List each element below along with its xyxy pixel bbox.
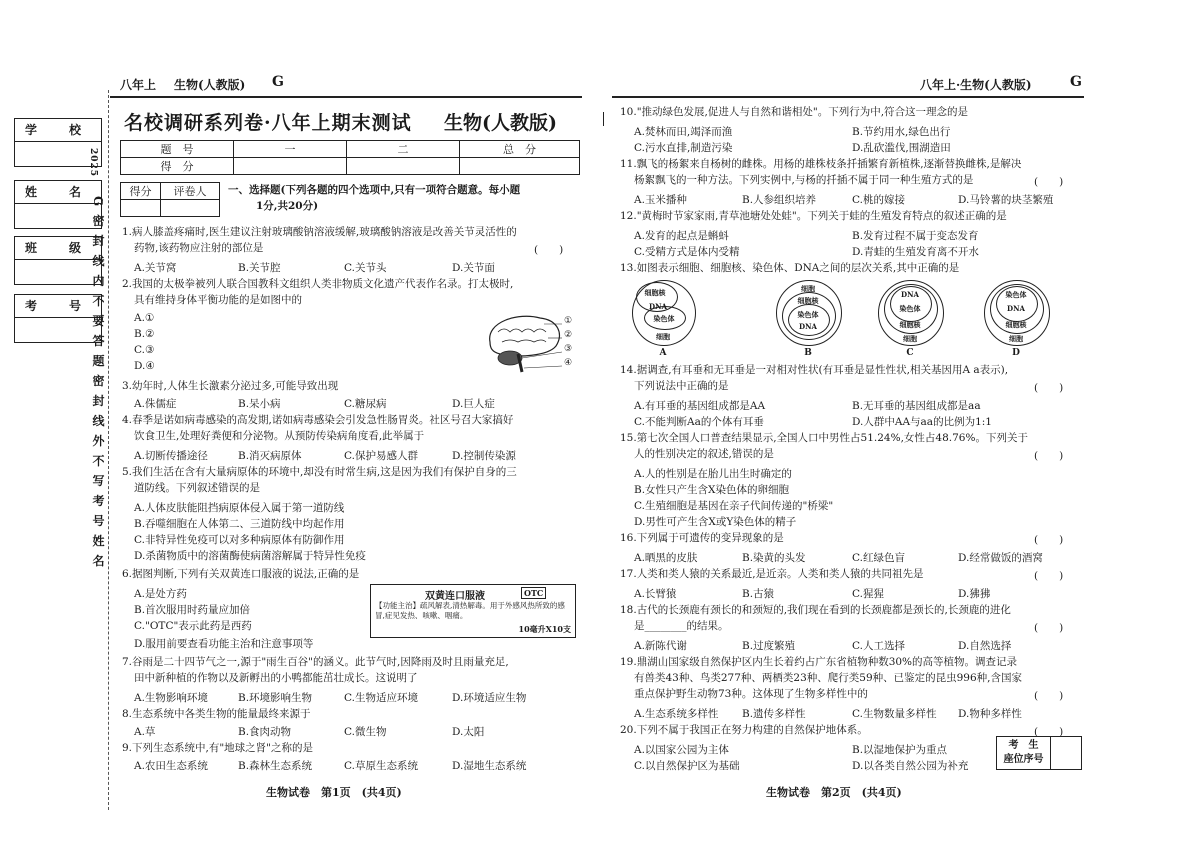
q17-option-a[interactable]: A.长臂猿 xyxy=(634,588,677,600)
q15-option-b[interactable]: B.女性只产生含X染色体的卵细胞 xyxy=(634,484,790,496)
q13-letter-a: A xyxy=(659,348,667,358)
q2-stem-l1: 2.我国的太极拳被列人联合国教科文组织人类非物质文化遗产代表作名录。打太极时, xyxy=(122,278,514,290)
q13-c-l3: 细胞核 xyxy=(899,320,921,329)
q9-option-c[interactable]: C.草原生态系统 xyxy=(344,760,418,772)
q11-stem-l2: 杨絮飘飞的一种方法。下列实例中,与杨的扦插不属于同一种生殖方式的是 xyxy=(634,174,974,186)
q18-option-a[interactable]: A.新陈代谢 xyxy=(634,640,687,652)
q5-option-d[interactable]: D.杀菌物质中的溶菌酶使病菌溶解属于特异性免疫 xyxy=(134,550,366,562)
q9-option-a[interactable]: A.农田生态系统 xyxy=(134,760,208,772)
side-seal-text: G密封线内不要答题密封线外不写考号姓名 xyxy=(91,196,105,575)
q1-stem-l1: 1.病人膝盖疼痛时,医生建议注射玻璃酸钠溶液缓解,玻璃酸钠溶液是改善关节灵活性的 xyxy=(122,226,517,238)
score-cell-2[interactable] xyxy=(347,158,460,175)
q18-answer-slot[interactable]: ( ) xyxy=(1034,622,1064,634)
q16-option-d[interactable]: D.经常做饭的酒窝 xyxy=(958,552,1043,564)
left-footer: 生物试卷 第1页 (共4页) xyxy=(266,786,402,799)
side-field-name[interactable] xyxy=(14,180,102,229)
seat-number-input[interactable] xyxy=(1053,737,1079,769)
q5-stem-l2: 道防线。下列叙述错误的是 xyxy=(134,482,260,494)
q19-option-b[interactable]: B.遗传多样性 xyxy=(742,708,806,720)
side-field-school-label: 学 校 xyxy=(15,119,101,142)
q13-letter-c: C xyxy=(906,348,914,358)
q16-answer-slot[interactable]: ( ) xyxy=(1034,534,1064,546)
grader-table xyxy=(120,182,220,217)
q7-option-b[interactable]: B.环境影响生物 xyxy=(238,692,313,704)
medicine-label xyxy=(370,584,576,638)
grader-reviewer-label: 评卷人 xyxy=(160,183,219,200)
medicine-label-text: 【功能主治】疏风解表,清热解毒。用于外感风热所致的感冒,症见发热、咳嗽、咽痛。 xyxy=(375,601,565,620)
q18-stem-l2: 是________的结果。 xyxy=(634,620,729,632)
q4-option-d[interactable]: D.控制传染源 xyxy=(452,450,516,462)
q20-stem: 20.下列不属于我国正在努力构建的自然保护地体系。 xyxy=(620,724,868,736)
q18-option-d[interactable]: D.自然选择 xyxy=(958,640,1012,652)
q12-option-a[interactable]: A.发育的起点是蝌蚪 xyxy=(634,230,729,242)
q5-option-a[interactable]: A.人体皮肤能阻挡病原体侵入属于第一道防线 xyxy=(134,502,345,514)
grader-score-label: 得分 xyxy=(121,183,161,200)
q3-stem: 3.幼年时,人体生长激素分泌过多,可能导致出现 xyxy=(122,380,339,392)
q11-option-a[interactable]: A.玉米播种 xyxy=(634,194,687,206)
q15-answer-slot[interactable]: ( ) xyxy=(1034,450,1064,462)
q6-stem: 6.据图判断,下列有关双黄连口服液的说法,正确的是 xyxy=(122,568,360,580)
q13-a-l3: 染色体 xyxy=(653,314,675,323)
q11-stem-l1: 11.飘飞的杨絮来自杨树的雌株。用杨的雄株枝条扦插繁育新植株,逐渐替换雌株,是解决 xyxy=(620,158,1022,170)
q4-option-a[interactable]: A.切断传播途径 xyxy=(134,450,208,462)
q16-option-c[interactable]: C.红绿色盲 xyxy=(852,552,905,564)
q13-c-l2: 染色体 xyxy=(899,304,921,313)
q13-d-l4: 细胞 xyxy=(1009,334,1023,343)
q19-answer-slot[interactable]: ( ) xyxy=(1034,690,1064,702)
fig-label-1: ① xyxy=(564,316,573,326)
q12-option-c[interactable]: C.受精方式是体内受精 xyxy=(634,246,740,258)
side-field-exam-no[interactable] xyxy=(14,294,102,343)
left-header-grade: 八年上 xyxy=(120,78,157,92)
grader-reviewer-cell[interactable] xyxy=(160,200,219,217)
left-header-subject: 生物(人教版) xyxy=(174,78,246,92)
q2-stem-l2: 具有维持身体平衡功能的是如图中的 xyxy=(134,294,302,306)
q2-option-c[interactable]: C.③ xyxy=(134,344,155,356)
q8-option-d[interactable]: D.太阳 xyxy=(452,726,485,738)
q1-option-a[interactable]: A.关节窝 xyxy=(134,262,177,274)
q20-option-c[interactable]: C.以自然保护区为基础 xyxy=(634,760,740,772)
fig-label-2: ② xyxy=(564,330,573,340)
q2-option-b[interactable]: B.② xyxy=(134,328,155,340)
q5-option-c[interactable]: C.非特异性免疫可以对多种病原体有防御作用 xyxy=(134,534,345,546)
q1-option-d[interactable]: D.关节面 xyxy=(452,262,495,274)
q14-stem-l1: 14.据调查,有耳垂和无耳垂是一对相对性状(有耳垂是显性性状,相关基因用A a表示), xyxy=(620,364,1009,376)
grader-score-cell[interactable] xyxy=(121,200,161,217)
q3-option-a[interactable]: A.侏儒症 xyxy=(134,398,177,410)
score-th-1: 一 xyxy=(234,141,347,158)
q14-option-b[interactable]: B.无耳垂的基因组成都是aa xyxy=(852,400,981,412)
q4-stem-l1: 4.春季是诺如病毒感染的高发期,诺如病毒感染会引发急性肠胃炎。社区号召大家搞好 xyxy=(122,414,514,426)
q2-option-a[interactable]: A.① xyxy=(134,312,155,324)
medicine-label-title: 双黄连口服液 xyxy=(425,591,485,602)
q13-b-l1: 细胞 xyxy=(801,284,815,293)
q7-option-d[interactable]: D.环境适应生物 xyxy=(452,692,527,704)
score-cell-1[interactable] xyxy=(234,158,347,175)
q13-b-l4: DNA xyxy=(799,322,817,331)
q2-option-d[interactable]: D.④ xyxy=(134,360,155,372)
q1-option-b[interactable]: B.关节腔 xyxy=(238,262,281,274)
q19-stem-l3: 重点保护野生动物73种。这体现了生物多样性中的 xyxy=(634,688,868,700)
q14-option-c[interactable]: C.不能判断Aa的个体有耳垂 xyxy=(634,416,764,428)
q9-option-b[interactable]: B.森林生态系统 xyxy=(238,760,313,772)
q10-option-c[interactable]: C.污水直排,制造污染 xyxy=(634,142,733,154)
right-header: 八年上·生物(人教版) xyxy=(920,78,1032,92)
q7-option-a[interactable]: A.生物影响环境 xyxy=(134,692,208,704)
score-cell-total[interactable] xyxy=(460,158,580,175)
q19-option-d[interactable]: D.物种多样性 xyxy=(958,708,1022,720)
q15-option-c[interactable]: C.生殖细胞是基因在亲子代间传递的"桥梁" xyxy=(634,500,834,512)
q13-c-l1: DNA xyxy=(901,290,919,299)
side-year: 2025 xyxy=(88,148,98,178)
right-header-rule xyxy=(612,96,1084,98)
q7-stem-l1: 7.谷雨是二十四节气之一,源于"雨生百谷"的涵义。此节气时,因降雨及时且雨量充足, xyxy=(122,656,509,668)
q20-option-a[interactable]: A.以国家公园为主体 xyxy=(634,744,729,756)
q6-option-d[interactable]: D.服用前要查看功能主治和注意事项等 xyxy=(134,638,314,650)
q3-option-c[interactable]: C.糖尿病 xyxy=(344,398,387,410)
seat-label-l2: 座位序号 xyxy=(1003,754,1044,765)
q7-stem-l2: 田中新种植的作物以及新孵出的小鸭都能茁壮成长。这说明了 xyxy=(134,672,418,684)
medicine-label-spec: 10毫升X10支 xyxy=(518,624,571,634)
q16-stem: 16.下列属于可遗传的变异现象的是 xyxy=(620,532,784,544)
q12-stem: 12."黄梅时节家家雨,青草池塘处处蛙"。下列关于蛙的生殖发育特点的叙述正确的是 xyxy=(620,210,1007,222)
q8-stem: 8.生态系统中各类生物的能量最终来源于 xyxy=(122,708,311,720)
q4-option-c[interactable]: C.保护易感人群 xyxy=(344,450,418,462)
q13-letter-b: B xyxy=(804,348,812,358)
side-field-class-label: 班 级 xyxy=(15,237,101,260)
exam-title-subject: 生物(人教版) xyxy=(444,112,557,134)
q19-option-a[interactable]: A.生态系统多样性 xyxy=(634,708,719,720)
q17-option-d[interactable]: D.狒狒 xyxy=(958,588,991,600)
q6-option-b[interactable]: B.首次服用时药量应加倍 xyxy=(134,604,251,616)
q18-option-c[interactable]: C.人工选择 xyxy=(852,640,905,652)
exam-title: 名校调研系列卷·八年上期末测试 xyxy=(124,112,412,134)
left-header-letter: G xyxy=(272,74,284,90)
q8-option-b[interactable]: B.食肉动物 xyxy=(238,726,292,738)
q8-option-c[interactable]: C.微生物 xyxy=(344,726,387,738)
score-th-2: 二 xyxy=(347,141,460,158)
q15-stem-l1: 15.第七次全国人口普查结果显示,全国人口中男性占51.24%,女性占48.76%。下列关于 xyxy=(620,432,1028,444)
q13-d-l2: DNA xyxy=(1007,304,1025,313)
q13-a-l4: 细胞 xyxy=(656,332,670,341)
q13-a-l1: 细胞核 xyxy=(644,288,666,297)
section-title-line1: 一、选择题(下列各题的四个选项中,只有一项符合题意。每小题 xyxy=(228,184,521,196)
q14-option-d[interactable]: D.人群中AA与aa的比例为1:1 xyxy=(852,416,992,428)
q19-option-c[interactable]: C.生物数量多样性 xyxy=(852,708,937,720)
q4-stem-l2: 饮食卫生,处理好粪便和分泌物。从预防传染病角度看,此举属于 xyxy=(134,430,425,442)
q13-figure xyxy=(632,276,1072,364)
q13-d-l1: 染色体 xyxy=(1005,290,1027,299)
q8-option-a[interactable]: A.草 xyxy=(134,726,156,738)
q12-option-d[interactable]: D.青蛙的生殖发育离不开水 xyxy=(852,246,979,258)
page-divider-mark xyxy=(603,112,604,126)
side-field-name-label: 姓 名 xyxy=(15,181,101,204)
q19-stem-l2: 有兽类43种、鸟类277种、两栖类23种、爬行类59种、已鉴定的昆虫996种,含国家 xyxy=(634,672,1023,684)
q11-answer-slot[interactable]: ( ) xyxy=(1034,176,1064,188)
right-header-letter: G xyxy=(1070,74,1082,90)
seat-number-box xyxy=(996,736,1082,770)
q13-b-l3: 染色体 xyxy=(797,310,819,319)
q10-option-b[interactable]: B.节约用水,绿色出行 xyxy=(852,126,951,138)
q16-option-b[interactable]: B.染黄的头发 xyxy=(742,552,806,564)
otc-badge: OTC xyxy=(521,587,546,599)
q17-stem: 17.人类和类人猿的关系最近,是近亲。人类和类人猿的共同祖先是 xyxy=(620,568,924,580)
q7-option-c[interactable]: C.生物适应环境 xyxy=(344,692,418,704)
q14-option-a[interactable]: A.有耳垂的基因组成都是AA xyxy=(634,400,766,412)
q13-letter-d: D xyxy=(1012,348,1020,358)
q4-option-b[interactable]: B.消灭病原体 xyxy=(238,450,302,462)
q14-answer-slot[interactable]: ( ) xyxy=(1034,382,1064,394)
q13-c-l4: 细胞 xyxy=(903,334,917,343)
q5-stem-l1: 5.我们生活在含有大量病原体的环境中,却没有时常生病,这是因为我们有保护自身的三 xyxy=(122,466,517,478)
q13-stem: 13.如图表示细胞、细胞核、染色体、DNA之间的层次关系,其中正确的是 xyxy=(620,262,960,274)
side-field-class[interactable] xyxy=(14,236,102,285)
q16-option-a[interactable]: A.晒黑的皮肤 xyxy=(634,552,698,564)
score-td-label: 得 分 xyxy=(121,158,234,175)
score-th-total: 总 分 xyxy=(460,141,580,158)
q20-option-d[interactable]: D.以各类自然公园为补充 xyxy=(852,760,969,772)
side-field-exam-no-label: 考 号 xyxy=(15,295,101,318)
q3-option-b[interactable]: B.呆小病 xyxy=(238,398,281,410)
q1-answer-slot[interactable]: ( ) xyxy=(534,244,564,256)
q9-stem: 9.下列生态系统中,有"地球之肾"之称的是 xyxy=(122,742,314,754)
q9-option-d[interactable]: D.湿地生态系统 xyxy=(452,760,527,772)
q17-answer-slot[interactable]: ( ) xyxy=(1034,570,1064,582)
q18-stem-l1: 18.古代的长颈鹿有颈长的和颈短的,我们现在看到的长颈鹿都是颈长的,长颈鹿的进化 xyxy=(620,604,1011,616)
q15-option-d[interactable]: D.男性可产生含X或Y染色体的精子 xyxy=(634,516,797,528)
q6-option-a[interactable]: A.是处方药 xyxy=(134,588,187,600)
section-title-line2: 1分,共20分) xyxy=(256,200,319,212)
score-th-qno: 题 号 xyxy=(121,141,234,158)
q1-stem-l2: 药物,该药物应注射的部位是 xyxy=(134,242,264,254)
q20-option-b[interactable]: B.以湿地保护为重点 xyxy=(852,744,948,756)
left-header-rule xyxy=(110,96,582,98)
q12-option-b[interactable]: B.发育过程不属于变态发育 xyxy=(852,230,979,242)
q11-option-c[interactable]: C.桃的嫁接 xyxy=(852,194,905,206)
q6-option-c[interactable]: C."OTC"表示此药是西药 xyxy=(134,620,252,632)
q1-option-c[interactable]: C.关节头 xyxy=(344,262,387,274)
fig-label-4: ④ xyxy=(564,358,573,368)
q20-answer-slot[interactable]: ( ) xyxy=(1034,726,1064,738)
q10-option-a[interactable]: A.焚林而田,竭泽而渔 xyxy=(634,126,733,138)
q10-stem: 10."推动绿色发展,促进人与自然和谐相处"。下列行为中,符合这一理念的是 xyxy=(620,106,969,118)
q17-option-b[interactable]: B.古猿 xyxy=(742,588,775,600)
q13-a-l2: DNA xyxy=(649,302,667,311)
q15-option-a[interactable]: A.人的性别是在胎儿出生时确定的 xyxy=(634,468,792,480)
q17-option-c[interactable]: C.猩猩 xyxy=(852,588,884,600)
brain-figure xyxy=(478,308,578,376)
q11-option-b[interactable]: B.人参组织培养 xyxy=(742,194,817,206)
q15-stem-l2: 人的性别决定的叙述,错误的是 xyxy=(634,448,774,460)
q3-option-d[interactable]: D.巨人症 xyxy=(452,398,495,410)
score-table xyxy=(120,140,580,175)
q11-option-d[interactable]: D.马铃薯的块茎繁殖 xyxy=(958,194,1054,206)
fig-label-3: ③ xyxy=(564,344,573,354)
seal-line xyxy=(108,90,110,810)
seat-label-l1: 考 生 xyxy=(1008,740,1039,751)
q19-stem-l1: 19.鼎湖山国家级自然保护区内生长着约占广东省植物种数30%的高等植物。调查记录 xyxy=(620,656,1018,668)
q13-d-l3: 细胞核 xyxy=(1005,320,1027,329)
right-footer: 生物试卷 第2页 (共4页) xyxy=(766,786,902,799)
q5-option-b[interactable]: B.吞噬细胞在人体第二、三道防线中均起作用 xyxy=(134,518,345,530)
q13-b-l2: 细胞核 xyxy=(797,296,819,305)
q10-option-d[interactable]: D.乱砍滥伐,围湖造田 xyxy=(852,142,951,154)
q18-option-b[interactable]: B.过度繁殖 xyxy=(742,640,796,652)
q14-stem-l2: 下列说法中正确的是 xyxy=(634,380,729,392)
